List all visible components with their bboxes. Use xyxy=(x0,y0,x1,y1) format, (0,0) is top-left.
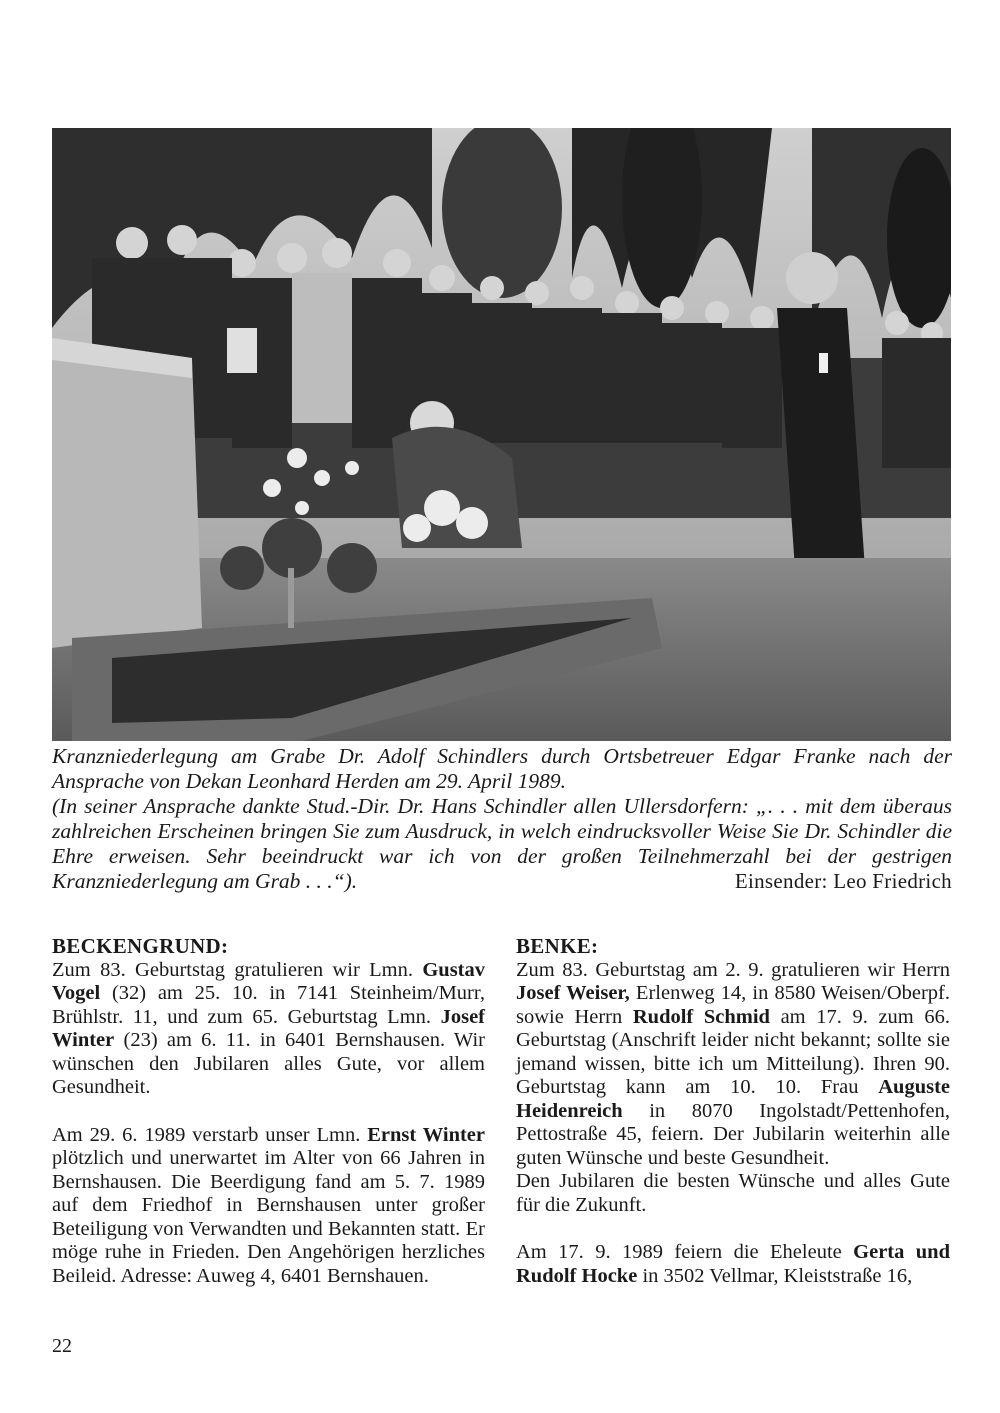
name-gustav-vogel: Gustav Vogel xyxy=(52,958,485,1004)
caption-sender: Einsender: Leo Friedrich xyxy=(734,869,952,893)
photo-caption xyxy=(52,744,952,894)
name-josef-winter: Josef Winter xyxy=(52,1005,485,1051)
paragraph-obituary: Am 29. 6. 1989 verstarb unser Lmn. Ernst Winter plötzlich und unerwartet im Alter von 66 Jahren in Bernshausen. Die Beerdigung fand am 5. 7. 1989 auf dem Friedhof in Bernshausen unter großer Beteiligung von Verwandten und Bekannten statt. Er möge ruhe in Frieden. Den Angehörigen herzliches Beileid. Adresse: Auweg 4, 6401 Bernshauen. xyxy=(52,1123,485,1287)
paragraph-wishes: Den Jubilaren die besten Wünsche und alles Gute für die Zukunft. xyxy=(516,1170,950,1216)
column-beckengrund xyxy=(52,935,485,1288)
paragraph-anniversary: Am 17. 9. 1989 feiern die Eheleute Gerta und Rudolf Hocke in 3502 Vellmar, Kleiststraße 16, xyxy=(516,1241,950,1287)
name-gerta-rudolf-hocke: Gerta und Rudolf Hocke xyxy=(516,1241,950,1287)
name-rudolf-schmid: Rudolf Schmid xyxy=(632,1005,770,1028)
paragraph-birthdays-beckengrund: Zum 83. Geburtstag gratulieren wir Lmn. Gustav Vogel (32) am 25. 10. in 7141 Steinheim/Murr, Brühlstr. 11, und zum 65. Geburtstag Lmn. Josef Winter (23) am 6. 11. in 6401 Bernshausen. Wir wünschen den Jubilaren alles Gute, vor allem Gesundheit. xyxy=(52,958,485,1098)
column-benke xyxy=(516,935,950,1288)
caption-line-2: (In seiner Ansprache dankte Stud.-Dir. Dr. Hans Schindler allen Ullersdorfern: „. . . mit dem überaus zahlreichen Erscheinen bringen Sie zum Ausdruck, in welch eindrucksvoller Weise Sie Dr. Schindler die Ehre erweisen. Sehr beeindruckt war ich von der großen Teilnehmerzahl bei der gestrigen Kranzniederlegung am Grab . . .“). xyxy=(52,794,952,893)
caption-line-1: Kranzniederlegung am Grabe Dr. Adolf Schindlers durch Ortsbetreuer Edgar Franke nach der Ansprache von Dekan Leonhard Herden am 29. April 1989. xyxy=(52,744,952,793)
page-number: 22 xyxy=(52,1335,72,1357)
name-ernst-winter: Ernst Winter xyxy=(367,1123,485,1146)
name-auguste-heidenreich: Auguste Heidenreich xyxy=(516,1076,950,1122)
photo-illustration xyxy=(52,128,951,741)
cemetery-photo xyxy=(52,128,951,741)
name-josef-weiser: Josef Weiser, xyxy=(516,982,630,1004)
section-heading-beckengrund: BECKENGRUND: xyxy=(52,934,229,958)
paragraph-birthdays-benke: Zum 83. Geburtstag am 2. 9. gratulieren wir Herrn Josef Weiser, Erlenweg 14, in 8580 Weisen/Oberpf. sowie Herrn Rudolf Schmid am 17. 9. zum 66. Geburtstag (Anschrift leider nicht bekannt; sollte sie jemand wissen, bitte ich um Mitteilung). Ihren 90. Geburtstag kann am 10. 10. Frau Auguste Heidenreich in 8070 Ingolstadt/Pettenhofen, Pettostraße 45, feiern. Der Jubilarin weiterhin alle guten Wünsche und beste Gesundheit. xyxy=(516,958,951,1169)
section-heading-benke: BENKE: xyxy=(516,934,599,958)
